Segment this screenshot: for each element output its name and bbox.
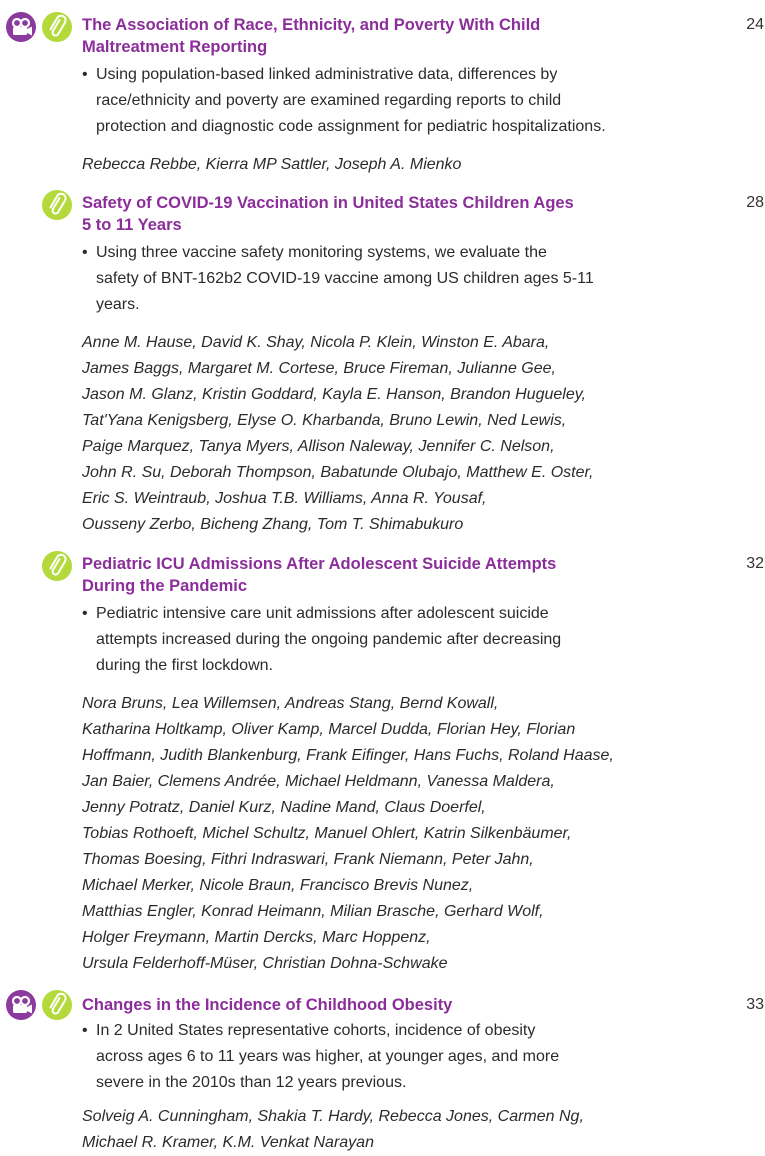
summary-line: Using population-based linked administrative data, differences by [96, 66, 558, 83]
video-icon[interactable] [6, 12, 36, 42]
summary-line: Pediatric intensive care unit admissions after adolescent suicide [96, 605, 549, 622]
page-number: 32 [746, 555, 764, 572]
bullet: • [82, 66, 88, 83]
author-line: Tat'Yana Kenigsberg, Elyse O. Kharbanda, Bruno Lewin, Ned Lewis, [82, 412, 567, 429]
bullet: • [82, 605, 88, 622]
author-line: Anne M. Hause, David K. Shay, Nicola P. Klein, Winston E. Abara, [82, 334, 550, 351]
author-line: Thomas Boesing, Fithri Indraswari, Frank Niemann, Peter Jahn, [82, 851, 534, 868]
author-line: James Baggs, Margaret M. Cortese, Bruce Fireman, Julianne Gee, [82, 360, 556, 377]
video-icon[interactable] [6, 990, 36, 1020]
paperclip-icon[interactable] [42, 990, 72, 1020]
paperclip-icon[interactable] [42, 551, 72, 581]
author-line: Holger Freymann, Martin Dercks, Marc Hoppenz, [82, 929, 431, 946]
title-line: The Association of Race, Ethnicity, and Poverty With Child [82, 16, 541, 34]
article-summary [82, 601, 682, 679]
title-line: Pediatric ICU Admissions After Adolescent Suicide Attempts [82, 555, 557, 573]
author-line: Eric S. Weintraub, Joshua T.B. Williams, Anna R. Yousaf, [82, 490, 487, 507]
bullet: • [82, 1022, 88, 1039]
article-authors [82, 152, 662, 178]
author-line: Jan Baier, Clemens Andrée, Michael Heldmann, Vanessa Maldera, [82, 773, 555, 790]
author-line: Ousseny Zerbo, Bicheng Zhang, Tom T. Shimabukuro [82, 516, 464, 533]
author-line: Rebecca Rebbe, Kierra MP Sattler, Joseph A. Mienko [82, 156, 462, 173]
summary-line: years. [96, 296, 140, 313]
page-number: 28 [746, 194, 764, 211]
bullet: • [82, 244, 88, 261]
title-line: Maltreatment Reporting [82, 38, 268, 56]
page-number: 33 [746, 996, 764, 1013]
paperclip-icon[interactable] [42, 12, 72, 42]
title-line: Changes in the Incidence of Childhood Obesity [82, 996, 453, 1014]
summary-line: protection and diagnostic code assignment for pediatric hospitalizations. [96, 118, 606, 135]
author-line: Matthias Engler, Konrad Heimann, Milian Brasche, Gerhard Wolf, [82, 903, 544, 920]
author-line: Paige Marquez, Tanya Myers, Allison Naleway, Jennifer C. Nelson, [82, 438, 555, 455]
summary-line: safety of BNT-162b2 COVID-19 vaccine among US children ages 5-11 [96, 270, 594, 287]
article-authors [82, 1104, 662, 1156]
summary-line: across ages 6 to 11 years was higher, at younger ages, and more [96, 1048, 560, 1065]
article-summary [82, 62, 682, 140]
summary-line: during the first lockdown. [96, 657, 273, 674]
article-title[interactable] [82, 553, 642, 597]
summary-line: In 2 United States representative cohorts, incidence of obesity [96, 1022, 536, 1039]
author-line: Solveig A. Cunningham, Shakia T. Hardy, Rebecca Jones, Carmen Ng, [82, 1108, 584, 1125]
summary-line: race/ethnicity and poverty are examined regarding reports to child [96, 92, 562, 109]
author-line: Michael R. Kramer, K.M. Venkat Narayan [82, 1134, 374, 1151]
article-authors [82, 330, 662, 538]
article-title[interactable] [82, 994, 642, 1016]
author-line: Nora Bruns, Lea Willemsen, Andreas Stang, Bernd Kowall, [82, 695, 499, 712]
article-summary [82, 240, 682, 318]
author-line: John R. Su, Deborah Thompson, Babatunde Olubajo, Matthew E. Oster, [82, 464, 594, 481]
paperclip-icon[interactable] [42, 190, 72, 220]
article-authors [82, 691, 662, 977]
author-line: Hoffmann, Judith Blankenburg, Frank Eifinger, Hans Fuchs, Roland Haase, [82, 747, 614, 764]
summary-line: severe in the 2010s than 12 years previous. [96, 1074, 407, 1091]
title-line: 5 to 11 Years [82, 216, 182, 234]
summary-line: attempts increased during the ongoing pandemic after decreasing [96, 631, 562, 648]
author-line: Tobias Rothoeft, Michel Schultz, Manuel Ohlert, Katrin Silkenbäumer, [82, 825, 572, 842]
summary-line: Using three vaccine safety monitoring systems, we evaluate the [96, 244, 547, 261]
title-line: Safety of COVID-19 Vaccination in United States Children Ages [82, 194, 574, 212]
article-title[interactable] [82, 14, 642, 58]
author-line: Ursula Felderhoff-Müser, Christian Dohna-Schwake [82, 955, 448, 972]
page-number: 24 [746, 16, 764, 33]
article-title[interactable] [82, 192, 642, 236]
article-summary [82, 1018, 682, 1096]
title-line: During the Pandemic [82, 577, 248, 595]
author-line: Michael Merker, Nicole Braun, Francisco Brevis Nunez, [82, 877, 474, 894]
author-line: Jenny Potratz, Daniel Kurz, Nadine Mand, Claus Doerfel, [82, 799, 486, 816]
author-line: Katharina Holtkamp, Oliver Kamp, Marcel Dudda, Florian Hey, Florian [82, 721, 576, 738]
author-line: Jason M. Glanz, Kristin Goddard, Kayla E. Hanson, Brandon Hugueley, [82, 386, 586, 403]
